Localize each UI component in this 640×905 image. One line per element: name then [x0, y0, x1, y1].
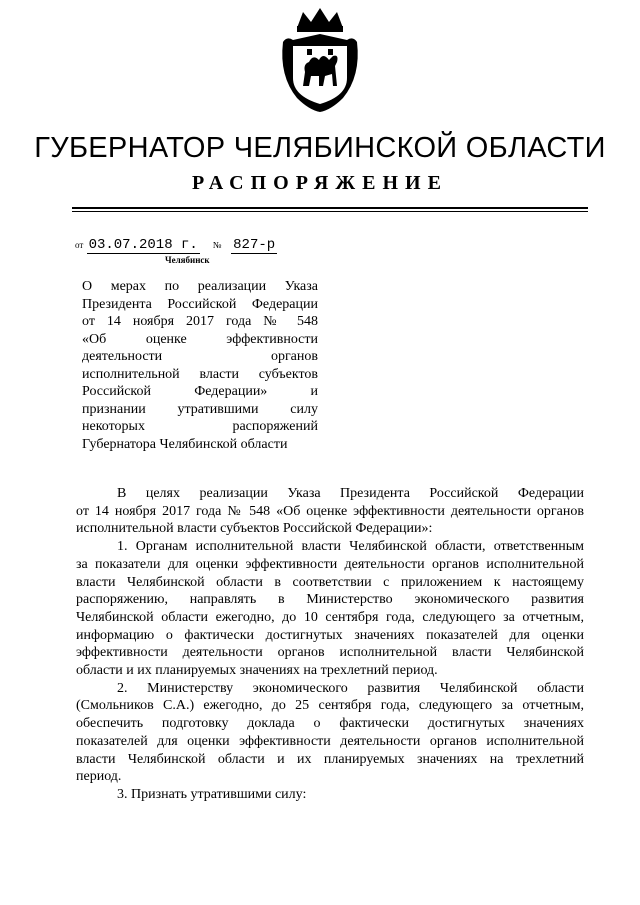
- number-label: №: [212, 240, 222, 250]
- subject-line: деятельности органов: [82, 349, 318, 364]
- body-line: информацию о фактически достигнутых значениях показателей для оценки: [76, 627, 584, 643]
- city-name: Челябинск: [165, 255, 210, 265]
- subject-line: от 14 ноября 2017 года № 548: [82, 314, 318, 329]
- subject-line: Губернатора Челябинской области: [82, 436, 288, 452]
- body-line: власти Челябинской области и их планируемых значениях на трехлетний: [76, 751, 584, 767]
- document-date: 03.07.2018 г.: [88, 237, 198, 253]
- header-rule-thin: [72, 211, 588, 212]
- body-line: исполнительной власти субъектов Российской Федерации»:: [76, 521, 433, 537]
- paragraph-item-2: [76, 680, 584, 786]
- body-line: В целях реализации Указа Президента Российской Федерации: [117, 486, 584, 501]
- body-line: показателей для оценки эффективности деятельности органов исполнительной: [76, 733, 584, 749]
- body-line: 2. Министерству экономического развития Челябинской области: [117, 680, 584, 696]
- subject-line: исполнительной власти субъектов: [82, 366, 318, 382]
- body-line: 3. Признать утратившими силу:: [117, 786, 307, 802]
- body-line: 1. Органам исполнительной власти Челябинской области, ответственным: [117, 539, 584, 555]
- paragraph-item-1: [76, 538, 584, 680]
- body-line: распоряжению, направлять в Министерство экономического развития: [76, 592, 584, 608]
- subject-line: Президента Российской Федерации: [82, 296, 318, 312]
- body-line: области и их планируемых значениях на трехлетний период.: [76, 663, 438, 679]
- body-line: эффективности деятельности органов исполнительной власти Челябинской: [76, 645, 584, 661]
- body-line: за показатели для оценки эффективности деятельности органов исполнительной: [76, 556, 584, 572]
- subject-line: Российской Федерации» и: [82, 384, 318, 399]
- body-line: Челябинской области ежегодно, до 10 сентября года, следующего за отчетным,: [76, 609, 584, 625]
- subject-line: О мерах по реализации Указа: [82, 279, 318, 294]
- body-line: период.: [76, 769, 122, 785]
- document-subject: [82, 278, 318, 453]
- subject-line: некоторых распоряжений: [82, 419, 318, 434]
- paragraph-preamble: [76, 485, 584, 538]
- body-line: власти Челябинской области в соответствии с приложением к настоящему: [76, 574, 584, 590]
- body-line: обеспечить подготовку доклада о фактически достигнутых значениях: [76, 716, 584, 732]
- body-line: от 14 ноября 2017 года № 548 «Об оценке эффективности деятельности органов: [76, 503, 584, 519]
- header-rule-thick: [72, 207, 588, 209]
- paragraph-item-3: [76, 786, 584, 804]
- subject-line: «Об оценке эффективности: [82, 331, 318, 347]
- coat-of-arms-emblem: [273, 6, 367, 114]
- subject-line: признании утратившими силу: [82, 401, 318, 417]
- document-body: [76, 485, 584, 804]
- document-number: 827-р: [233, 237, 276, 253]
- date-number-line: [75, 236, 277, 253]
- document-type: РАСПОРЯЖЕНИЕ: [192, 172, 448, 194]
- from-label: от: [75, 240, 84, 250]
- page-title: ГУБЕРНАТОР ЧЕЛЯБИНСКОЙ ОБЛАСТИ: [34, 132, 606, 164]
- body-line: (Смольников С.А.) ежегодно, до 25 сентября года, следующего за отчетным,: [76, 698, 584, 714]
